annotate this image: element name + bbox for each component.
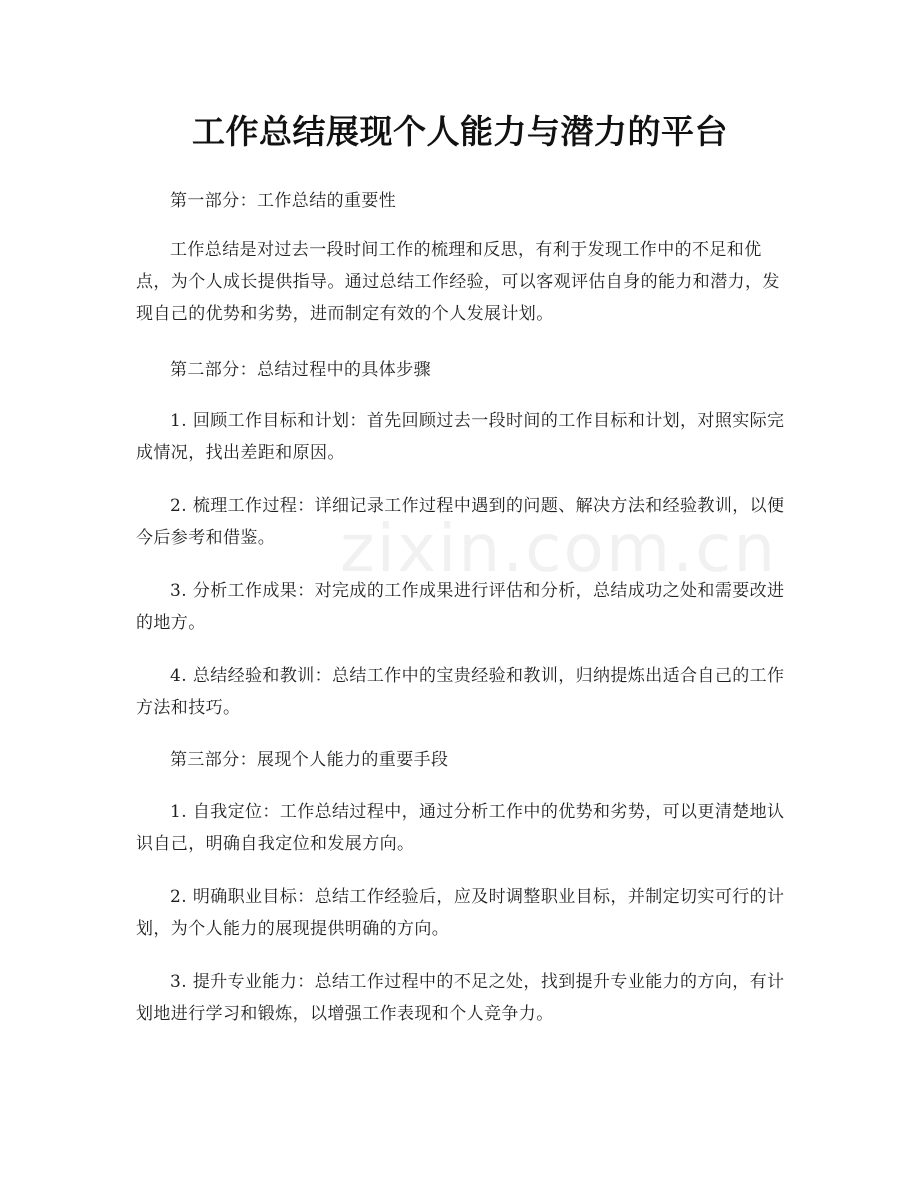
page-title: 工作总结展现个人能力与潜力的平台 <box>192 112 728 151</box>
step-item-2: 2. 梳理工作过程：详细记录工作过程中遇到的问题、解决方法和经验教训，以便今后参考和借鉴。 <box>136 496 785 548</box>
section-heading-3: 第三部分：展现个人能力的重要手段 <box>170 750 449 770</box>
step-item-3: 3. 分析工作成果：对完成的工作成果进行评估和分析，总结成功之处和需要改进的地方。 <box>136 581 785 633</box>
section-heading-2: 第二部分：总结过程中的具体步骤 <box>170 360 431 380</box>
ability-item-3: 3. 提升专业能力：总结工作过程中的不足之处，找到提升专业能力的方向，有计划地进行学习和锻炼，以增强工作表现和个人竞争力。 <box>136 972 785 1024</box>
watermark: zixin.com.cn <box>340 510 778 587</box>
step-item-1: 1. 回顾工作目标和计划：首先回顾过去一段时间的工作目标和计划，对照实际完成情况，找出差距和原因。 <box>136 411 785 463</box>
paragraph-intro: 工作总结是对过去一段时间工作的梳理和反思，有利于发现工作中的不足和优点，为个人成长提供指导。通过总结工作经验，可以客观评估自身的能力和潜力，发现自己的优势和劣势，进而制定有效的个人发展计划。 <box>136 240 780 324</box>
ability-item-1: 1. 自我定位：工作总结过程中，通过分析工作中的优势和劣势，可以更清楚地认识自己，明确自我定位和发展方向。 <box>136 802 785 854</box>
ability-item-2: 2. 明确职业目标：总结工作经验后，应及时调整职业目标，并制定切实可行的计划，为个人能力的展现提供明确的方向。 <box>136 887 785 939</box>
step-item-4: 4. 总结经验和教训：总结工作中的宝贵经验和教训，归纳提炼出适合自己的工作方法和技巧。 <box>136 666 785 718</box>
section-heading-1: 第一部分：工作总结的重要性 <box>170 191 397 211</box>
